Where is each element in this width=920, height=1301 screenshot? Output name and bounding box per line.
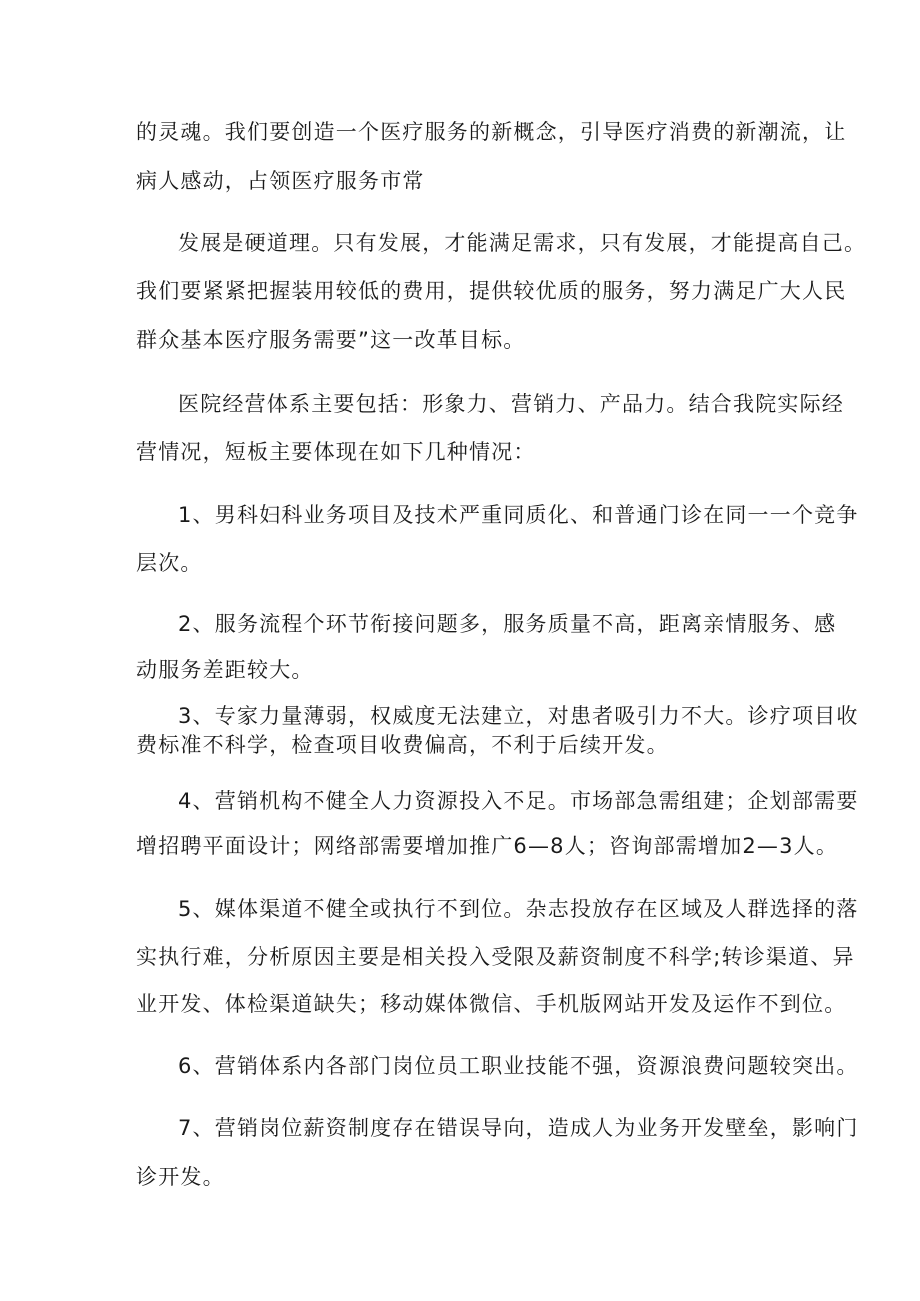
text-line: 医院经营体系主要包括：形象力、营销力、产品力。结合我院实际经 [178,392,844,416]
text-line: 费标准不科学，检查项目收费偏高，不利于后续开发。 [136,733,669,757]
text-line: 动服务差距较大。 [136,658,314,682]
text-line: 5、媒体渠道不健全或执行不到位。杂志投放存在区域及人群选择的落 [178,897,859,921]
text-line: 发展是硬道理。只有发展，才能满足需求，只有发展，才能提高自己。 [178,231,867,255]
text-line: 1、男科妇科业务项目及技术严重同质化、和普通门诊在同一一个竞争 [178,503,859,527]
text-line: 4、营销机构不健全人力资源投入不足。市场部急需组建；企划部需要 [178,789,859,813]
text-line: 6、营销体系内各部门岗位员工职业技能不强，资源浪费问题较突出。 [178,1054,859,1078]
text-line: 实执行难，分析原因主要是相关投入受限及薪资制度不科学;转诊渠道、异 [136,945,855,969]
text-line: 层次。 [136,551,203,575]
text-line: 我们要紧紧把握装用较低的费用，提供较优质的服务，努力满足广大人民 [136,279,847,303]
text-line: 病人感动，占领医疗服务市常 [136,169,425,193]
text-line: 诊开发。 [136,1165,225,1189]
text-line: 2、服务流程个环节衔接问题多，服务质量不高，距离亲情服务、感 [178,612,837,636]
text-line: 的灵魂。我们要创造一个医疗服务的新概念，引导医疗消费的新潮流，让 [136,120,847,144]
text-line: 7、营销岗位薪资制度存在错误导向，造成人为业务开发壁垒，影响门 [178,1116,859,1140]
text-line: 业开发、体检渠道缺失；移动媒体微信、手机版网站开发及运作不到位。 [136,992,847,1016]
text-line: 3、专家力量薄弱，权威度无法建立，对患者吸引力不大。诊疗项目收 [178,704,859,728]
text-line: 群众基本医疗服务需要”这一改革目标。 [136,328,526,352]
text-line: 营情况，短板主要体现在如下几种情况： [136,440,536,464]
text-line: 增招聘平面设计；网络部需要增加推广6—8人；咨询部需增加2—3人。 [136,834,839,858]
